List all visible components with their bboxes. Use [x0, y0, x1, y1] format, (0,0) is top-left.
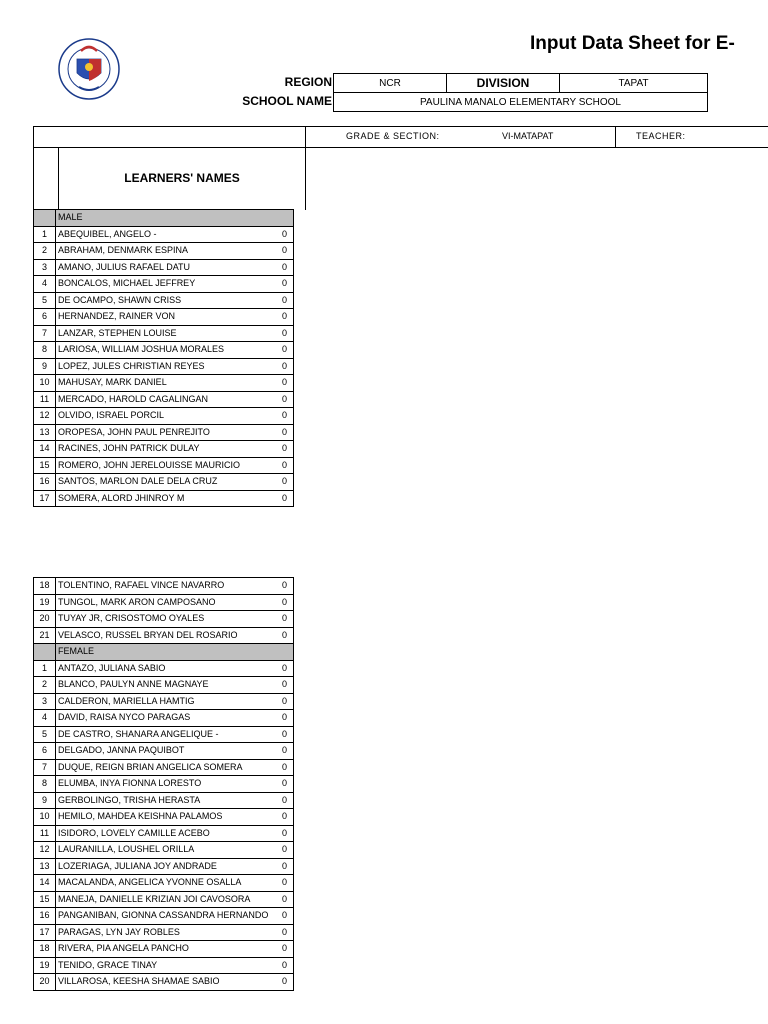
learner-row — [34, 578, 294, 595]
row-number: 3 — [34, 693, 56, 710]
learner-row — [34, 924, 294, 941]
learner-name[interactable]: RACINES, JOHN PATRICK DULAY — [56, 441, 279, 458]
learner-row — [34, 292, 294, 309]
learner-value[interactable]: 0 — [278, 842, 294, 859]
learner-value[interactable]: 0 — [278, 677, 294, 694]
learner-name[interactable]: BONCALOS, MICHAEL JEFFREY — [56, 276, 279, 293]
row-number: 15 — [34, 891, 56, 908]
learner-row — [34, 842, 294, 859]
female-section-row — [34, 644, 294, 661]
learner-row — [34, 611, 294, 628]
row-number: 17 — [34, 490, 56, 507]
row-number: 17 — [34, 924, 56, 941]
learner-value[interactable]: 0 — [278, 726, 294, 743]
learner-value[interactable]: 0 — [278, 660, 294, 677]
row-number: 6 — [34, 743, 56, 760]
learner-name[interactable]: TOLENTINO, RAFAEL VINCE NAVARRO — [56, 578, 279, 595]
learner-value[interactable]: 0 — [278, 243, 294, 260]
learner-row — [34, 408, 294, 425]
learner-value[interactable]: 0 — [278, 325, 294, 342]
row-number: 2 — [34, 243, 56, 260]
row-number: 16 — [34, 908, 56, 925]
row-number: 11 — [34, 825, 56, 842]
region-field[interactable]: NCR — [333, 73, 447, 93]
row-number: 7 — [34, 759, 56, 776]
row-number: 5 — [34, 726, 56, 743]
learner-value[interactable]: 0 — [278, 809, 294, 826]
learner-row — [34, 276, 294, 293]
learner-value[interactable]: 0 — [278, 391, 294, 408]
learner-row — [34, 226, 294, 243]
learner-name[interactable]: HERNANDEZ, RAINER VON — [56, 309, 279, 326]
female-label: FEMALE — [56, 644, 294, 661]
learner-row — [34, 594, 294, 611]
learner-value[interactable]: 0 — [278, 941, 294, 958]
learner-value[interactable]: 0 — [278, 792, 294, 809]
learner-value[interactable]: 0 — [278, 974, 294, 991]
learner-name[interactable]: CALDERON, MARIELLA HAMTIG — [56, 693, 279, 710]
learner-row — [34, 891, 294, 908]
learner-name[interactable]: ABEQUIBEL, ANGELO - — [56, 226, 279, 243]
learner-value[interactable]: 0 — [278, 825, 294, 842]
learner-name[interactable]: DE CASTRO, SHANARA ANGELIQUE - — [56, 726, 279, 743]
grade-section-label: GRADE & SECTION: — [346, 131, 440, 141]
learner-name[interactable]: OROPESA, JOHN PAUL PENREJITO — [56, 424, 279, 441]
learner-value[interactable]: 0 — [278, 759, 294, 776]
learner-name[interactable]: LOZERIAGA, JULIANA JOY ANDRADE — [56, 858, 279, 875]
learner-row — [34, 309, 294, 326]
grade-section-value[interactable]: VI-MATAPAT — [502, 131, 554, 141]
learner-name[interactable]: DE OCAMPO, SHAWN CRISS — [56, 292, 279, 309]
learner-row — [34, 627, 294, 644]
learner-name[interactable]: LOPEZ, JULES CHRISTIAN REYES — [56, 358, 279, 375]
row-number: 1 — [34, 226, 56, 243]
row-number: 10 — [34, 809, 56, 826]
learner-row — [34, 743, 294, 760]
school-name-field[interactable]: PAULINA MANALO ELEMENTARY SCHOOL — [333, 92, 708, 112]
learner-row — [34, 474, 294, 491]
row-number: 16 — [34, 474, 56, 491]
learner-value[interactable]: 0 — [278, 743, 294, 760]
learner-value[interactable]: 0 — [278, 292, 294, 309]
row-number: 10 — [34, 375, 56, 392]
learner-name[interactable]: LAURANILLA, LOUSHEL ORILLA — [56, 842, 279, 859]
learner-value[interactable]: 0 — [278, 875, 294, 892]
row-number: 14 — [34, 441, 56, 458]
learner-value[interactable]: 0 — [278, 693, 294, 710]
learner-row — [34, 375, 294, 392]
learner-name[interactable]: TUNGOL, MARK ARON CAMPOSANO — [56, 594, 279, 611]
learner-value[interactable]: 0 — [278, 375, 294, 392]
learner-row — [34, 325, 294, 342]
learner-name[interactable]: BLANCO, PAULYN ANNE MAGNAYE — [56, 677, 279, 694]
learner-name[interactable]: SOMERA, ALORD JHINROY M — [56, 490, 279, 507]
learner-name[interactable]: HEMILO, MAHDEA KEISHNA PALAMOS — [56, 809, 279, 826]
learner-name[interactable]: VELASCO, RUSSEL BRYAN DEL ROSARIO — [56, 627, 279, 644]
learner-row — [34, 358, 294, 375]
learners-table-continued — [33, 577, 294, 991]
learner-row — [34, 825, 294, 842]
learner-name[interactable]: MAHUSAY, MARK DANIEL — [56, 375, 279, 392]
learner-value[interactable]: 0 — [278, 408, 294, 425]
learner-row — [34, 858, 294, 875]
learner-name[interactable]: DAVID, RAISA NYCO PARAGAS — [56, 710, 279, 727]
row-number: 9 — [34, 358, 56, 375]
learner-row — [34, 677, 294, 694]
learner-row — [34, 441, 294, 458]
learner-value[interactable]: 0 — [278, 611, 294, 628]
learner-name[interactable]: PARAGAS, LYN JAY ROBLES — [56, 924, 279, 941]
row-number: 9 — [34, 792, 56, 809]
learner-value[interactable]: 0 — [278, 891, 294, 908]
row-number: 2 — [34, 677, 56, 694]
learner-name[interactable]: DELGADO, JANNA PAQUIBOT — [56, 743, 279, 760]
learner-name[interactable]: ROMERO, JOHN JERELOUISSE MAURICIO — [56, 457, 279, 474]
learner-row — [34, 259, 294, 276]
learner-value[interactable]: 0 — [278, 776, 294, 793]
learner-name[interactable]: ANTAZO, JULIANA SABIO — [56, 660, 279, 677]
learner-name[interactable]: TUYAY JR, CRISOSTOMO OYALES — [56, 611, 279, 628]
learner-value[interactable]: 0 — [278, 924, 294, 941]
learner-row — [34, 974, 294, 991]
row-number: 7 — [34, 325, 56, 342]
learner-value[interactable]: 0 — [278, 908, 294, 925]
region-label: REGION — [284, 75, 332, 89]
division-label: DIVISION — [446, 73, 560, 93]
row-number: 20 — [34, 611, 56, 628]
learner-value[interactable]: 0 — [278, 259, 294, 276]
learner-row — [34, 424, 294, 441]
learner-name[interactable]: DUQUE, REIGN BRIAN ANGELICA SOMERA — [56, 759, 279, 776]
learner-value[interactable]: 0 — [278, 358, 294, 375]
row-number: 8 — [34, 342, 56, 359]
school-name-label: SCHOOL NAME — [242, 94, 332, 108]
learner-row — [34, 726, 294, 743]
learner-row — [34, 941, 294, 958]
learner-row — [34, 710, 294, 727]
learner-value[interactable]: 0 — [278, 957, 294, 974]
row-number: 20 — [34, 974, 56, 991]
learner-value[interactable]: 0 — [278, 441, 294, 458]
learner-value[interactable]: 0 — [278, 309, 294, 326]
learner-name[interactable]: GERBOLINGO, TRISHA HERASTA — [56, 792, 279, 809]
learner-value[interactable]: 0 — [278, 342, 294, 359]
learner-row — [34, 776, 294, 793]
row-number: 13 — [34, 424, 56, 441]
learner-row — [34, 243, 294, 260]
row-number: 19 — [34, 957, 56, 974]
learner-value[interactable]: 0 — [278, 276, 294, 293]
learner-value[interactable]: 0 — [278, 226, 294, 243]
learner-value[interactable]: 0 — [278, 424, 294, 441]
male-learners-table — [33, 209, 294, 507]
row-number: 21 — [34, 627, 56, 644]
learner-row — [34, 693, 294, 710]
learner-row — [34, 391, 294, 408]
row-number: 18 — [34, 578, 56, 595]
learner-name[interactable]: AMANO, JULIUS RAFAEL DATU — [56, 259, 279, 276]
learner-name[interactable]: LARIOSA, WILLIAM JOSHUA MORALES — [56, 342, 279, 359]
division-field[interactable]: TAPAT — [559, 73, 708, 93]
row-number: 4 — [34, 710, 56, 727]
learner-name[interactable]: MERCADO, HAROLD CAGALINGAN — [56, 391, 279, 408]
male-section-row — [34, 210, 294, 227]
learner-value[interactable]: 0 — [278, 457, 294, 474]
deped-seal-logo — [57, 37, 121, 101]
learner-value[interactable]: 0 — [278, 594, 294, 611]
sheet-title: Input Data Sheet for E- — [530, 33, 735, 54]
learner-name[interactable]: MANEJA, DANIELLE KRIZIAN JOI CAVOSORA — [56, 891, 279, 908]
learner-name[interactable]: ELUMBA, INYA FIONNA LORESTO — [56, 776, 279, 793]
row-number: 4 — [34, 276, 56, 293]
learner-name[interactable]: MACALANDA, ANGELICA YVONNE OSALLA — [56, 875, 279, 892]
learner-value[interactable]: 0 — [278, 627, 294, 644]
learner-row — [34, 342, 294, 359]
row-number: 6 — [34, 309, 56, 326]
learner-row — [34, 875, 294, 892]
row-number: 12 — [34, 842, 56, 859]
learner-value[interactable]: 0 — [278, 578, 294, 595]
row-number: 1 — [34, 660, 56, 677]
learner-value[interactable]: 0 — [278, 474, 294, 491]
row-number: 11 — [34, 391, 56, 408]
learner-row — [34, 457, 294, 474]
teacher-label: TEACHER: — [636, 131, 686, 141]
learner-name[interactable]: TENIDO, GRACE TINAY — [56, 957, 279, 974]
learner-name[interactable]: RIVERA, PIA ANGELA PANCHO — [56, 941, 279, 958]
learners-names-header: LEARNERS' NAMES — [124, 171, 240, 185]
row-number: 13 — [34, 858, 56, 875]
learner-name[interactable]: ABRAHAM, DENMARK ESPINA — [56, 243, 279, 260]
learner-name[interactable]: ISIDORO, LOVELY CAMILLE ACEBO — [56, 825, 279, 842]
row-number: 12 — [34, 408, 56, 425]
learner-row — [34, 792, 294, 809]
male-label: MALE — [56, 210, 294, 227]
row-number: 8 — [34, 776, 56, 793]
learner-row — [34, 809, 294, 826]
learner-name[interactable]: PANGANIBAN, GIONNA CASSANDRA HERNANDO — [56, 908, 279, 925]
row-number: 19 — [34, 594, 56, 611]
row-number: 15 — [34, 457, 56, 474]
learner-value[interactable]: 0 — [278, 490, 294, 507]
row-number: 14 — [34, 875, 56, 892]
learner-name[interactable]: LANZAR, STEPHEN LOUISE — [56, 325, 279, 342]
learner-row — [34, 660, 294, 677]
learner-name[interactable]: SANTOS, MARLON DALE DELA CRUZ — [56, 474, 279, 491]
learner-row — [34, 957, 294, 974]
learner-row — [34, 759, 294, 776]
learner-value[interactable]: 0 — [278, 858, 294, 875]
row-number: 3 — [34, 259, 56, 276]
learner-value[interactable]: 0 — [278, 710, 294, 727]
learner-row — [34, 490, 294, 507]
row-number: 5 — [34, 292, 56, 309]
learner-row — [34, 908, 294, 925]
learner-name[interactable]: VILLAROSA, KEESHA SHAMAE SABIO — [56, 974, 279, 991]
learner-name[interactable]: OLVIDO, ISRAEL PORCIL — [56, 408, 279, 425]
row-number: 18 — [34, 941, 56, 958]
